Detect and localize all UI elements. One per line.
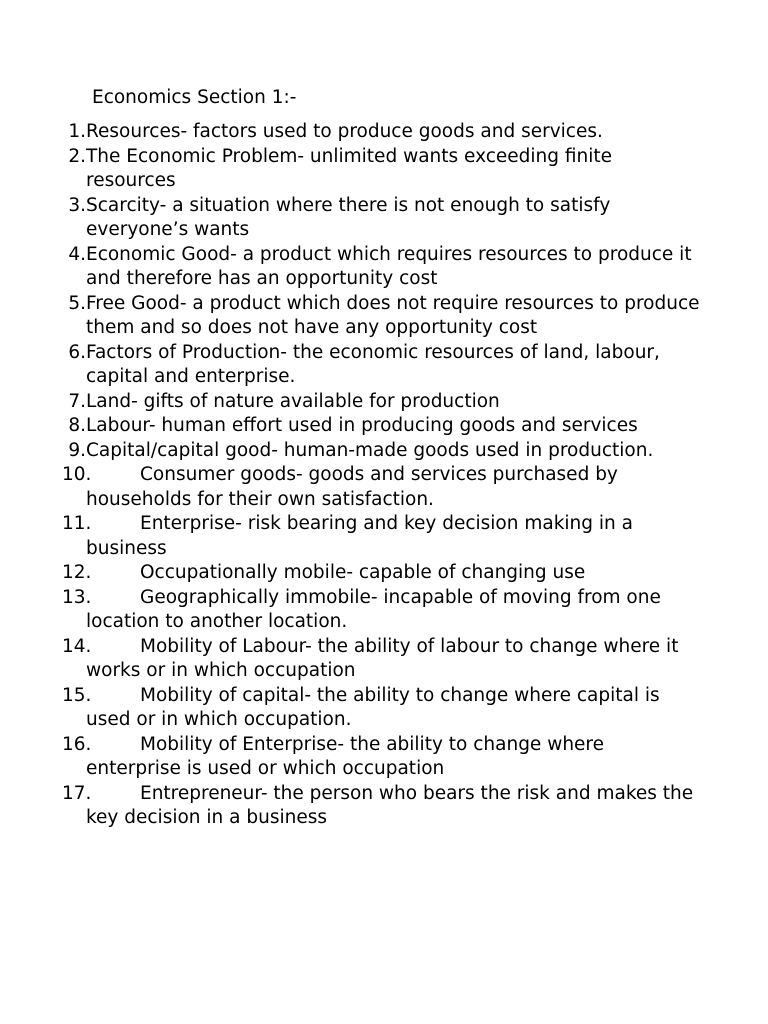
item-text: Mobility of capital- the ability to change where capital is used or in which occupation.: [86, 684, 660, 730]
item-number: 15.: [62, 684, 92, 706]
item-number: 2.: [68, 145, 86, 167]
list-item: [0, 512, 700, 561]
item-number: 11.: [62, 513, 92, 534]
list-item: [0, 586, 700, 635]
document-title: Economics Section 1:-: [92, 87, 297, 108]
item-number: 16.: [62, 733, 92, 755]
list-item: [0, 414, 700, 439]
item-text: Land- gifts of nature available for production: [86, 390, 500, 412]
list-item: [0, 292, 700, 341]
item-text: Free Good- a product which does not require resources to produce them and so does not have any opportunity cost: [86, 292, 700, 338]
item-number: 14.: [62, 635, 92, 657]
item-text: Mobility of Labour- the ability of labour to change where it works or in which occupation: [86, 635, 679, 681]
item-text: Scarcity- a situation where there is not enough to satisfy everyone’s wants: [86, 194, 611, 240]
item-number: 17.: [62, 782, 92, 804]
item-text: Enterprise- risk bearing and key decision making in a business: [86, 513, 633, 559]
list-item: [0, 439, 700, 464]
item-text: Factors of Production- the economic resources of land, labour, capital and enterprise.: [86, 341, 660, 387]
item-number: 3.: [68, 194, 86, 216]
list-item: [0, 194, 700, 243]
item-text: Economic Good- a product which requires resources to produce it and therefore has an opportunity cost: [86, 243, 692, 289]
list-item: [0, 684, 700, 733]
definitions-list: [0, 120, 700, 831]
list-item: [0, 561, 700, 586]
item-number: 13.: [62, 586, 92, 608]
item-text: Occupationally mobile- capable of changing use: [140, 562, 586, 583]
item-number: 7.: [68, 390, 86, 412]
item-number: 9.: [68, 439, 86, 461]
item-text: Entrepreneur- the person who bears the risk and makes the key decision in a business: [86, 782, 694, 828]
item-number: 6.: [68, 341, 86, 363]
list-item: [0, 635, 700, 684]
item-number: 4.: [68, 243, 86, 265]
list-item: [0, 733, 700, 782]
item-text: Mobility of Enterprise- the ability to change where enterprise is used or which occupation: [86, 733, 605, 779]
item-text: Labour- human effort used in producing goods and services: [86, 415, 638, 436]
list-item: [0, 341, 700, 390]
item-text: Consumer goods- goods and services purchased by households for their own satisfaction.: [86, 464, 618, 510]
item-text: Capital/capital good- human-made goods used in production.: [86, 439, 654, 461]
list-item: [0, 463, 700, 512]
list-item: [0, 243, 700, 292]
item-number: 12.: [62, 562, 92, 583]
list-item: [0, 145, 700, 194]
list-item: [0, 120, 700, 145]
list-item: [0, 782, 700, 831]
item-text: Resources- factors used to produce goods and services.: [86, 121, 603, 142]
item-text: Geographically immobile- incapable of moving from one location to another location.: [86, 586, 661, 632]
item-number: 5.: [68, 292, 86, 314]
item-number: 10.: [62, 464, 92, 485]
list-item: [0, 390, 700, 415]
item-number: 8.: [68, 415, 86, 436]
item-text: The Economic Problem- unlimited wants exceeding finite resources: [86, 145, 613, 191]
item-number: 1.: [68, 121, 86, 142]
